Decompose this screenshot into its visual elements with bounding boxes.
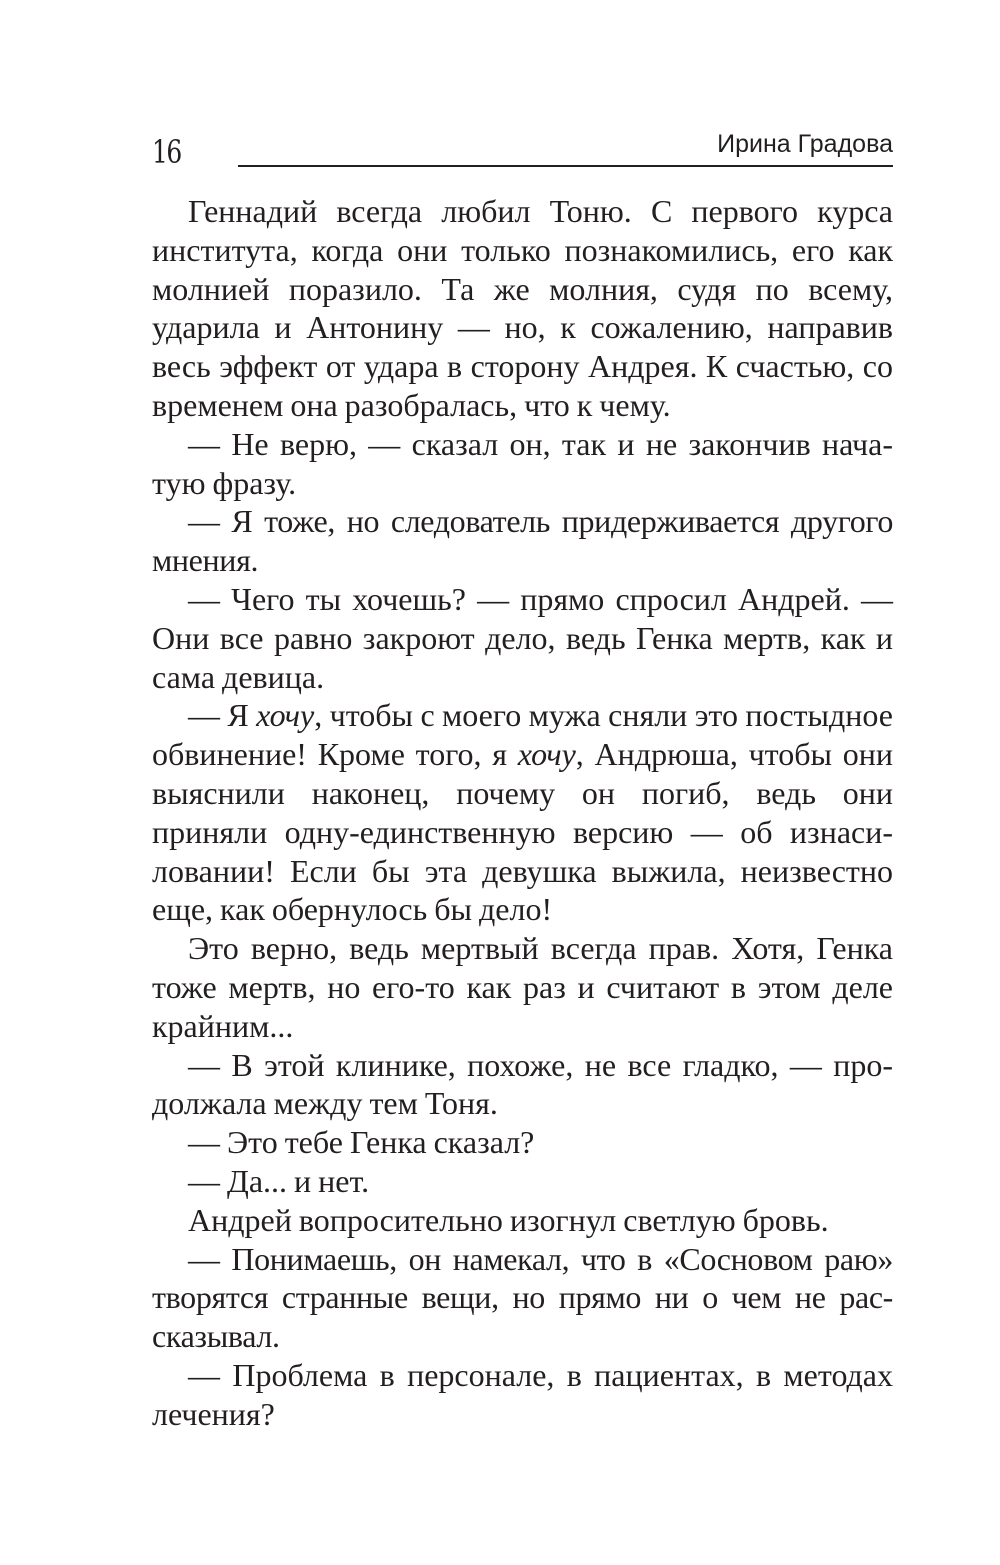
text-run: , Андрюша, чтобы они выяснили наконец, почему он погиб, ведь они приняли одну-единственную версию — об изнаси-ловании! Если бы эта девушка выжила, неизвестно еще, как обернулось бы дело!: [152, 736, 893, 928]
paragraph: — Понимаешь, он намекал, что в «Сосновом раю» творятся странные вещи, но прямо ни о чем не рас-сказывал.: [152, 1240, 893, 1355]
paragraph: — Не верю, — сказал он, так и не закончив нача-тую фразу.: [152, 425, 893, 501]
page-number: 16: [152, 133, 181, 171]
text-run: , чтобы с моего мужа сняли это постыдное обвинение! Кроме того, я: [152, 697, 894, 773]
paragraph: — Я тоже, но следователь придерживается другого мнения.: [152, 503, 893, 579]
italic-emphasis: хочу: [256, 697, 315, 734]
body-text: [152, 192, 893, 1434]
paragraph: [152, 696, 893, 929]
header-rule: [238, 165, 893, 167]
paragraph: — Проблема в персонале, в пациентах, в методах лечения?: [152, 1356, 893, 1432]
italic-emphasis: хочу: [517, 736, 576, 773]
paragraph: — Это тебе Генка сказал?: [188, 1124, 535, 1161]
running-header-author: Ирина Градова: [717, 130, 893, 158]
paragraph: — Чего ты хочешь? — прямо спросил Андрей. — Они все равно закроют дело, ведь Генка мертв, как и сама девица.: [152, 580, 893, 695]
paragraph: Андрей вопросительно изогнул светлую бровь.: [188, 1201, 829, 1238]
paragraph: — Да... и нет.: [188, 1162, 370, 1199]
paragraph: Геннадий всегда любил Тоню. С первого курса института, когда они только познакомились, его как молнией поразило. Та же молния, судя по всему, ударила и Антонину — но, к сожалению, направив весь эффект от удара в сторону Андрея. К счастью, со временем она разобралась, что к чему.: [152, 193, 893, 423]
paragraph: — В этой клинике, похоже, не все гладко, — про-должала между тем Тоня.: [152, 1046, 893, 1122]
text-run: — Я: [188, 697, 257, 734]
paragraph: Это верно, ведь мертвый всегда прав. Хотя, Генка тоже мертв, но его-то как раз и считают в этом деле крайним...: [152, 930, 893, 1044]
